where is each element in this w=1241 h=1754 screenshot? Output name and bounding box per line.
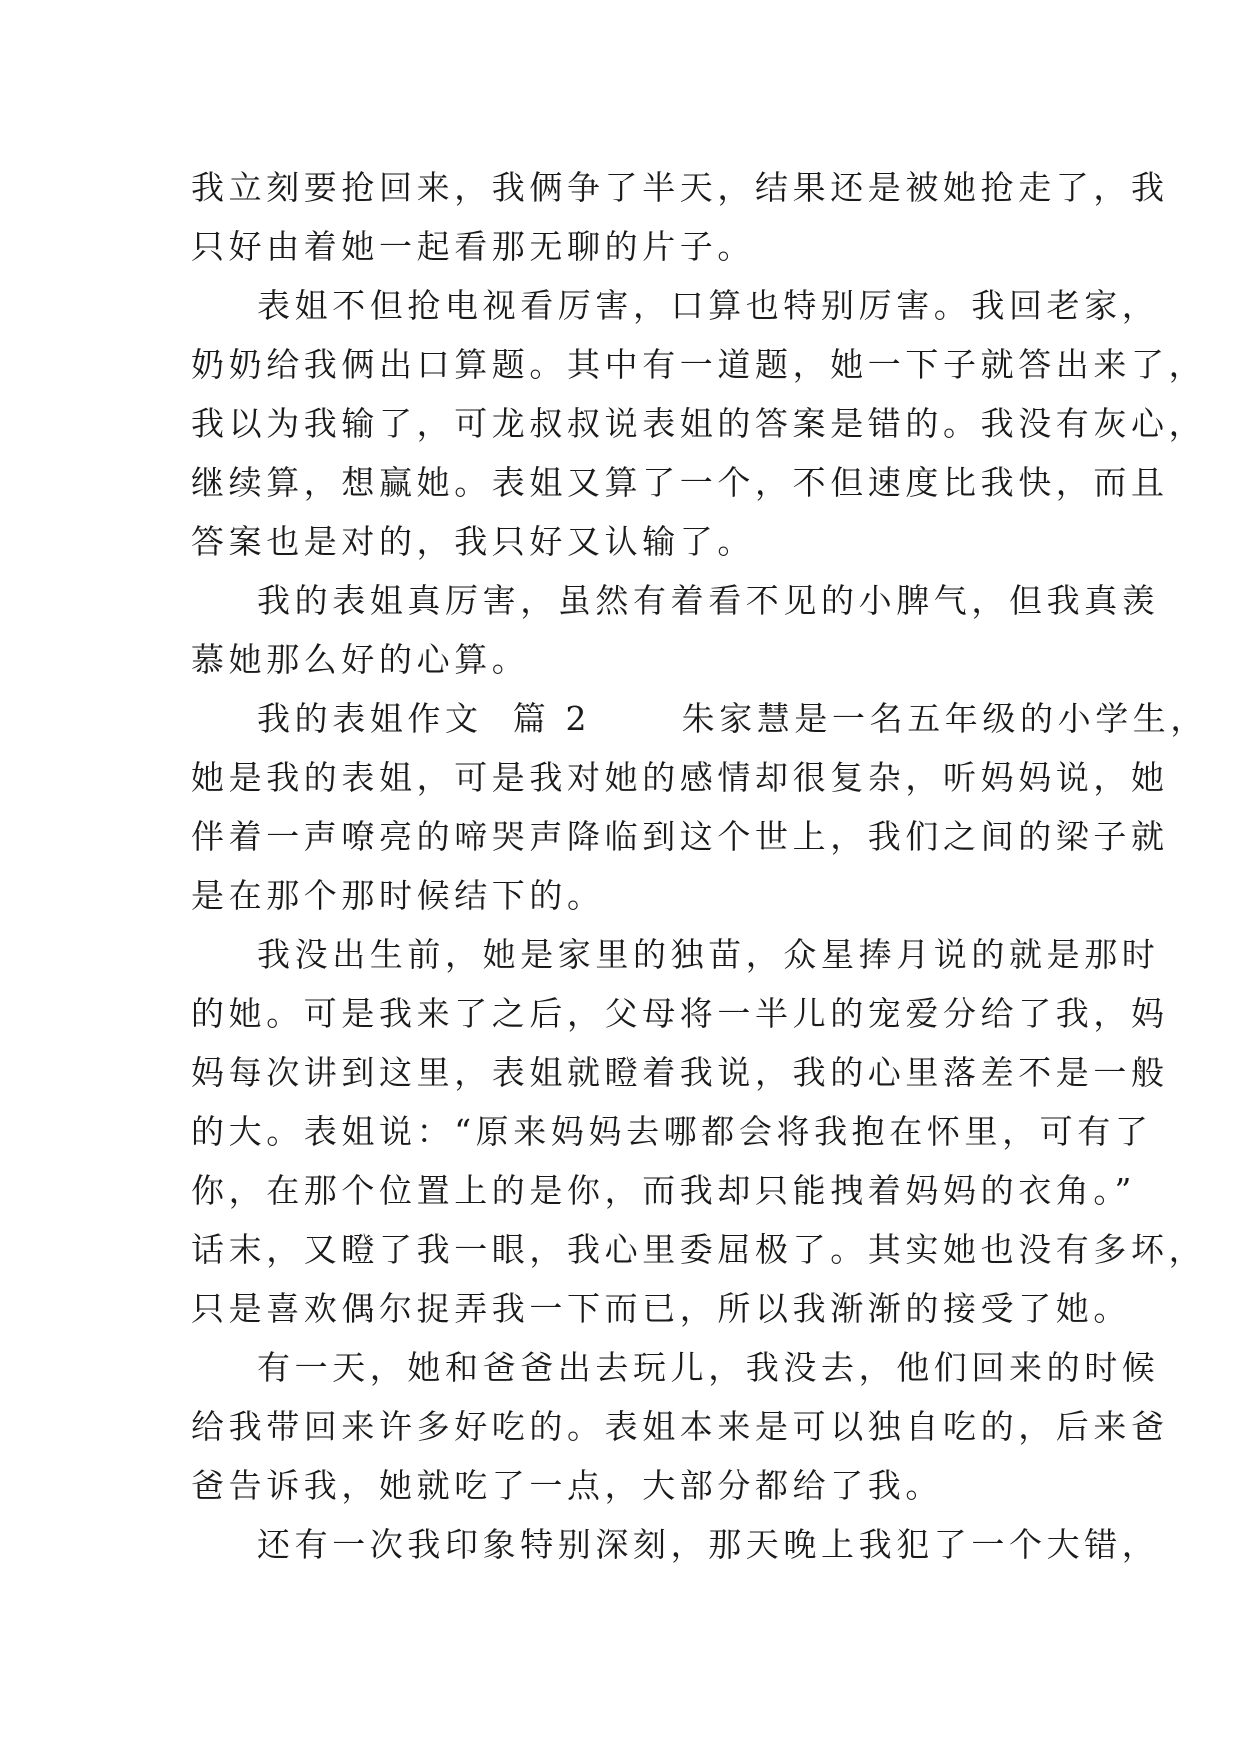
text-line: 的她。可是我来了之后，父母将一半儿的宠爱分给了我，妈: [191, 994, 1169, 1033]
text-line: 继续算，想赢她。表姐又算了一个，不但速度比我快，而且: [191, 463, 1169, 502]
text-line: 有一天，她和爸爸出去玩儿，我没去，他们回来的时候: [257, 1348, 1160, 1387]
text-line: 的大。表姐说：“原来妈妈去哪都会将我抱在怀里，可有了: [191, 1112, 1153, 1151]
text-line: 还有一次我印象特别深刻，那天晚上我犯了一个大错，: [257, 1525, 1160, 1564]
text-line: 我的表姐作文 篇 2 朱家慧是一名五年级的小学生，: [257, 699, 1209, 738]
paragraph-1: [191, 158, 1169, 276]
text-line: 表姐不但抢电视看厉害，口算也特别厉害。我回老家，: [257, 286, 1160, 325]
text-line: 答案也是对的，我只好又认输了。: [191, 522, 755, 561]
paragraph-6: [191, 1338, 1169, 1515]
paragraph-4: [191, 689, 1209, 925]
text-line: 我立刻要抢回来，我俩争了半天，结果还是被她抢走了，我: [191, 168, 1169, 207]
paragraph-7: [191, 1515, 1160, 1574]
text-line: 爸告诉我，她就吃了一点，大部分都给了我。: [191, 1466, 943, 1505]
text-line: 给我带回来许多好吃的。表姐本来是可以独自吃的，后来爸: [191, 1407, 1169, 1446]
paragraph-2: [191, 276, 1207, 571]
text-line: 妈每次讲到这里，表姐就瞪着我说，我的心里落差不是一般: [191, 1053, 1169, 1092]
document-body: [191, 158, 1209, 1574]
text-line: 是在那个那时候结下的。: [191, 876, 605, 915]
text-line: 我的表姐真厉害，虽然有着看不见的小脾气，但我真羡: [257, 581, 1160, 620]
paragraph-3: [191, 571, 1160, 689]
paragraph-5: [191, 925, 1207, 1338]
text-line: 我没出生前，她是家里的独苗，众星捧月说的就是那时: [257, 935, 1160, 974]
text-line: 她是我的表姐，可是我对她的感情却很复杂，听妈妈说，她: [191, 758, 1169, 797]
text-line: 你，在那个位置上的是你，而我却只能拽着妈妈的衣角。”: [191, 1171, 1136, 1210]
text-line: 只好由着她一起看那无聊的片子。: [191, 227, 755, 266]
text-line: 话末，又瞪了我一眼，我心里委屈极了。其实她也没有多坏，: [191, 1230, 1207, 1269]
text-line: 伴着一声嘹亮的啼哭声降临到这个世上，我们之间的梁子就: [191, 817, 1169, 856]
text-line: 慕她那么好的心算。: [191, 640, 530, 679]
text-line: 奶奶给我俩出口算题。其中有一道题，她一下子就答出来了，: [191, 345, 1207, 384]
text-line: 我以为我输了，可龙叔叔说表姐的答案是错的。我没有灰心，: [191, 404, 1207, 443]
text-line: 只是喜欢偶尔捉弄我一下而已，所以我渐渐的接受了她。: [191, 1289, 1131, 1328]
